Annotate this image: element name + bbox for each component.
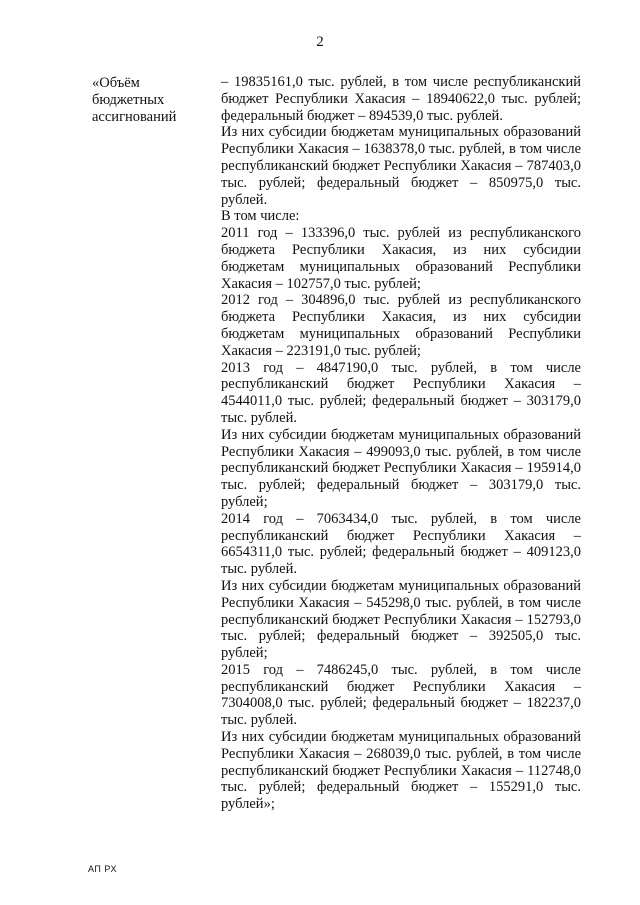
paragraph-2014-subsidies: Из них субсидии бюджетам муниципальных образований Республики Хакасия – 545298,0 тыс. рублей, в том числе республиканский бюджет Республики Хакасия – 152793,0 тыс. рублей; федеральный бюджет – 392505,0 тыс. рублей; — [221, 577, 581, 662]
content-column — [221, 74, 581, 813]
page-number: 2 — [316, 34, 324, 50]
paragraph-2013: 2013 год – 4847190,0 тыс. рублей, в том числе республиканский бюджет Республики Хакасия – 4544011,0 тыс. рублей; федеральный бюджет – 303179,0 тыс. рублей. — [221, 359, 581, 426]
label-line: «Объём — [92, 75, 140, 91]
label-column — [92, 75, 202, 126]
label-line: бюджетных — [92, 92, 165, 108]
footer-mark: АП РХ — [88, 864, 117, 874]
paragraph-total: – 19835161,0 тыс. рублей, в том числе республиканский бюджет Республики Хакасия – 18940622,0 тыс. рублей; федеральный бюджет – 894539,0 тыс. рублей. — [221, 74, 581, 124]
paragraph-2012: 2012 год – 304896,0 тыс. рублей из республиканского бюджета Республики Хакасия, из них субсидии бюджетам муниципальных образований Республики Хакасия – 223191,0 тыс. рублей; — [221, 292, 581, 359]
paragraph-2011: 2011 год – 133396,0 тыс. рублей из республиканского бюджета Республики Хакасия, из них субсидии бюджетам муниципальных образований Республики Хакасия – 102757,0 тыс. рублей; — [221, 225, 581, 292]
paragraph-subsidies-total: Из них субсидии бюджетам муниципальных образований Республики Хакасия – 1638378,0 тыс. рублей, в том числе республиканский бюджет Республики Хакасия – 787403,0 тыс. рублей; федеральный бюджет – 850975,0 тыс. рублей. — [221, 124, 581, 208]
paragraph-2015: 2015 год – 7486245,0 тыс. рублей, в том числе республиканский бюджет Республики Хакасия – 7304008,0 тыс. рублей; федеральный бюджет – 182237,0 тыс. рублей. — [221, 661, 581, 729]
paragraph-including: В том числе: — [221, 208, 300, 225]
paragraph-2013-subsidies: Из них субсидии бюджетам муниципальных образований Республики Хакасия – 499093,0 тыс. рублей, в том числе республиканский бюджет Республики Хакасия – 195914,0 тыс. рублей; федеральный бюджет – 303179,0 тыс. рублей; — [221, 426, 581, 510]
paragraph-2015-subsidies: Из них субсидии бюджетам муниципальных образований Республики Хакасия – 268039,0 тыс. рублей, в том числе республиканский бюджет Республики Хакасия – 112748,0 тыс. рублей; федеральный бюджет – 155291,0 тыс. рублей»; — [221, 729, 581, 813]
label-line: ассигнований — [92, 109, 177, 125]
paragraph-2014: 2014 год – 7063434,0 тыс. рублей, в том числе республиканский бюджет Республики Хакасия – 6654311,0 тыс. рублей; федеральный бюджет – 409123,0 тыс. рублей. — [221, 510, 581, 578]
